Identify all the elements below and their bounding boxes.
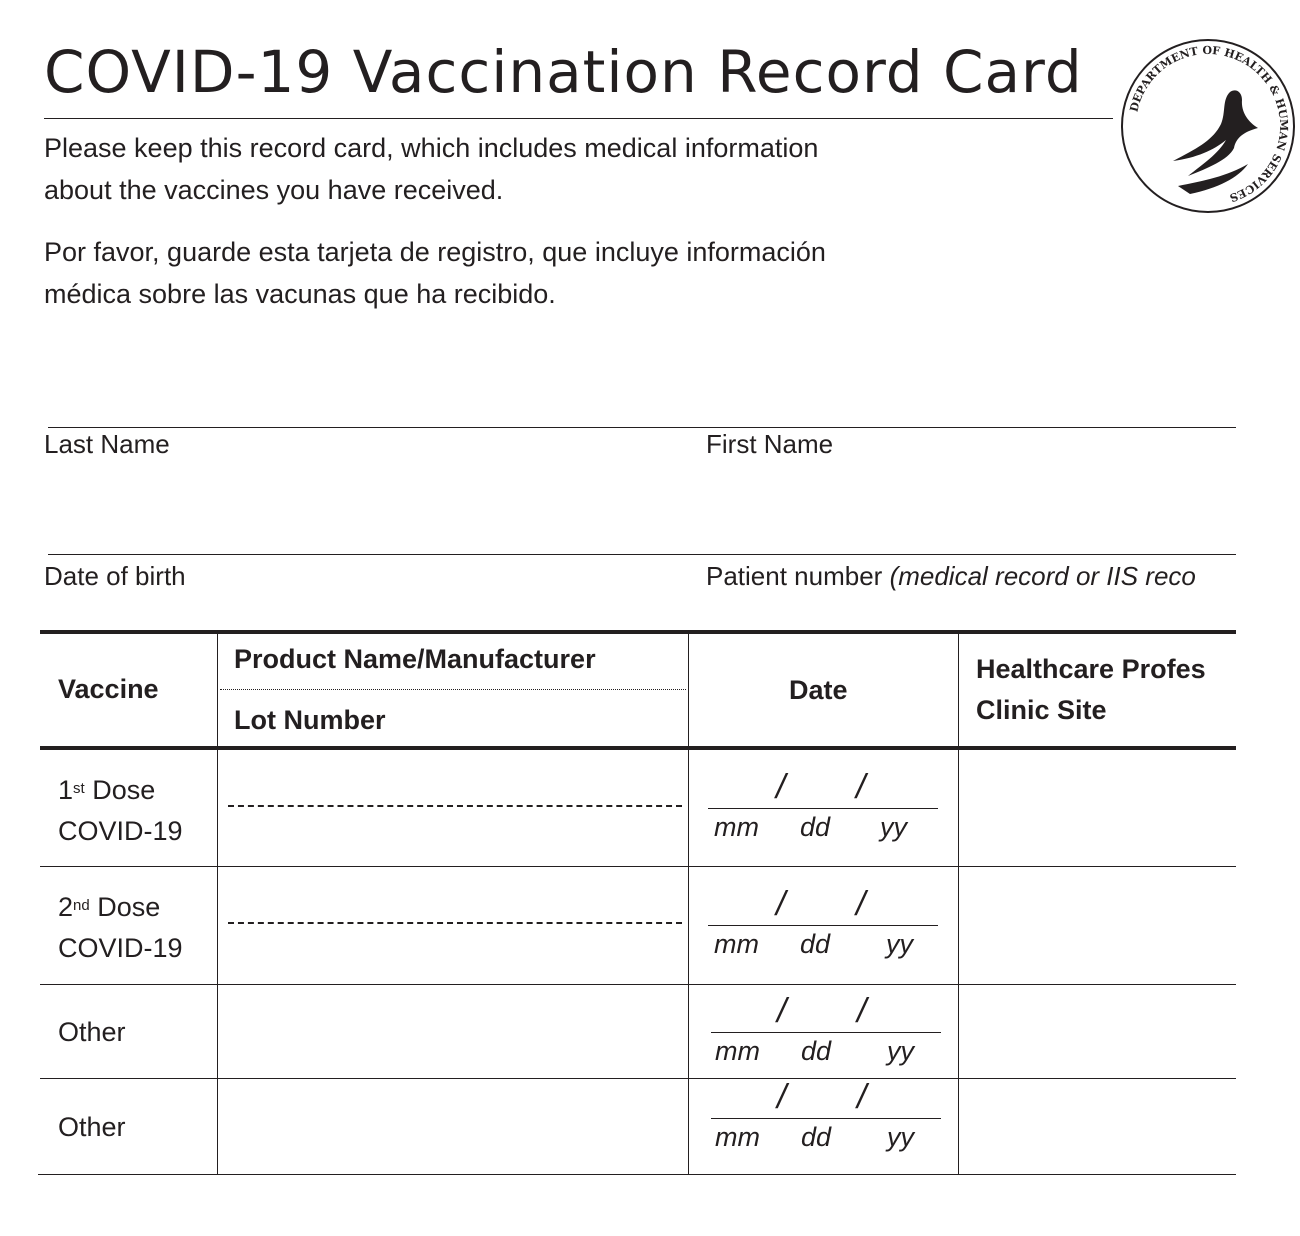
- row-2-product-lot-divider: [228, 922, 682, 924]
- intro-english: [44, 127, 994, 211]
- header-vaccine: Vaccine: [58, 674, 159, 704]
- date-line: [711, 1032, 941, 1033]
- intro-spanish-line-2: médica sobre las vacunas que ha recibido.: [44, 279, 556, 309]
- first-name-label: First Name: [706, 429, 834, 459]
- row-4-vaccine: Other: [58, 1112, 126, 1142]
- date-slash: /: [857, 1078, 867, 1116]
- hhs-seal-icon: [1118, 36, 1298, 216]
- row-2-vaccine-name: COVID-19: [58, 933, 183, 963]
- row-2-vaccine: [58, 887, 183, 969]
- row-separator: [40, 1078, 1236, 1079]
- header-clinic-site: Clinic Site: [976, 695, 1107, 725]
- date-line: [708, 925, 938, 926]
- row-2-date: [708, 885, 940, 965]
- column-divider: [958, 632, 959, 1175]
- row-2-dose: Dose: [89, 892, 161, 922]
- header-dotted-divider: [220, 689, 686, 690]
- date-dd-label: dd: [800, 812, 831, 842]
- patient-number-text: Patient number: [706, 561, 883, 591]
- header-product: Product Name/Manufacturer: [234, 644, 596, 674]
- row-2-ordinal-suffix: nd: [73, 897, 90, 914]
- row-1-vaccine: [58, 770, 183, 852]
- dob-label: Date of birth: [44, 561, 186, 591]
- row-3-vaccine: Other: [58, 1017, 126, 1047]
- date-mm-label: mm: [714, 812, 759, 842]
- intro-spanish: [44, 231, 994, 315]
- intro-spanish-line-1: Por favor, guarde esta tarjeta de registro, que incluye información: [44, 237, 826, 267]
- row-3-date: [711, 992, 943, 1072]
- header-healthcare-professional: Healthcare Profes: [976, 654, 1206, 684]
- row-1-ordinal-suffix: st: [73, 780, 85, 797]
- intro-english-line-2: about the vaccines you have received.: [44, 175, 504, 205]
- intro-english-line-1: Please keep this record card, which includes medical information: [44, 133, 819, 163]
- date-slash: /: [856, 885, 866, 923]
- date-slash: /: [777, 1078, 787, 1116]
- date-line: [711, 1118, 941, 1119]
- row-separator: [40, 984, 1236, 985]
- row-1-product-lot-divider: [228, 805, 682, 807]
- date-line: [708, 808, 938, 809]
- column-divider: [217, 632, 218, 1175]
- table-top-border: [40, 630, 1236, 634]
- patient-number-note: (medical record or IIS reco: [889, 561, 1196, 591]
- name-field-line: [48, 427, 1236, 428]
- date-yy-label: yy: [880, 812, 907, 842]
- title-divider: [44, 118, 1113, 119]
- column-divider: [688, 632, 689, 1175]
- date-slash: /: [857, 992, 867, 1030]
- date-slash: /: [776, 885, 786, 923]
- date-slash: /: [856, 768, 866, 806]
- date-dd-label: dd: [801, 1036, 832, 1066]
- date-mm-label: mm: [714, 929, 759, 959]
- card-title: COVID-19 Vaccination Record Card: [44, 38, 1083, 106]
- last-name-label: Last Name: [44, 429, 170, 459]
- header-lot-number: Lot Number: [234, 705, 386, 735]
- row-1-vaccine-name: COVID-19: [58, 816, 183, 846]
- date-mm-label: mm: [715, 1122, 760, 1152]
- header-bottom-border: [40, 746, 1236, 750]
- vaccination-table: [40, 630, 1300, 1176]
- header-date: Date: [789, 675, 848, 705]
- row-separator: [40, 866, 1236, 867]
- dob-field-line: [48, 554, 1236, 555]
- patient-number-label: [706, 561, 1196, 592]
- row-4-date: [711, 1078, 943, 1158]
- row-2-ordinal: 2: [58, 892, 74, 922]
- date-dd-label: dd: [800, 929, 831, 959]
- row-1-dose: Dose: [84, 775, 156, 805]
- row-1-date: [708, 768, 940, 848]
- date-mm-label: mm: [715, 1036, 760, 1066]
- seal-text: DEPARTMENT OF HEALTH & HUMAN SERVICES: [1127, 43, 1291, 205]
- date-yy-label: yy: [887, 1122, 914, 1152]
- date-yy-label: yy: [887, 1036, 914, 1066]
- date-dd-label: dd: [801, 1122, 832, 1152]
- date-slash: /: [777, 992, 787, 1030]
- date-yy-label: yy: [886, 929, 913, 959]
- date-slash: /: [776, 768, 786, 806]
- row-1-ordinal: 1: [58, 775, 74, 805]
